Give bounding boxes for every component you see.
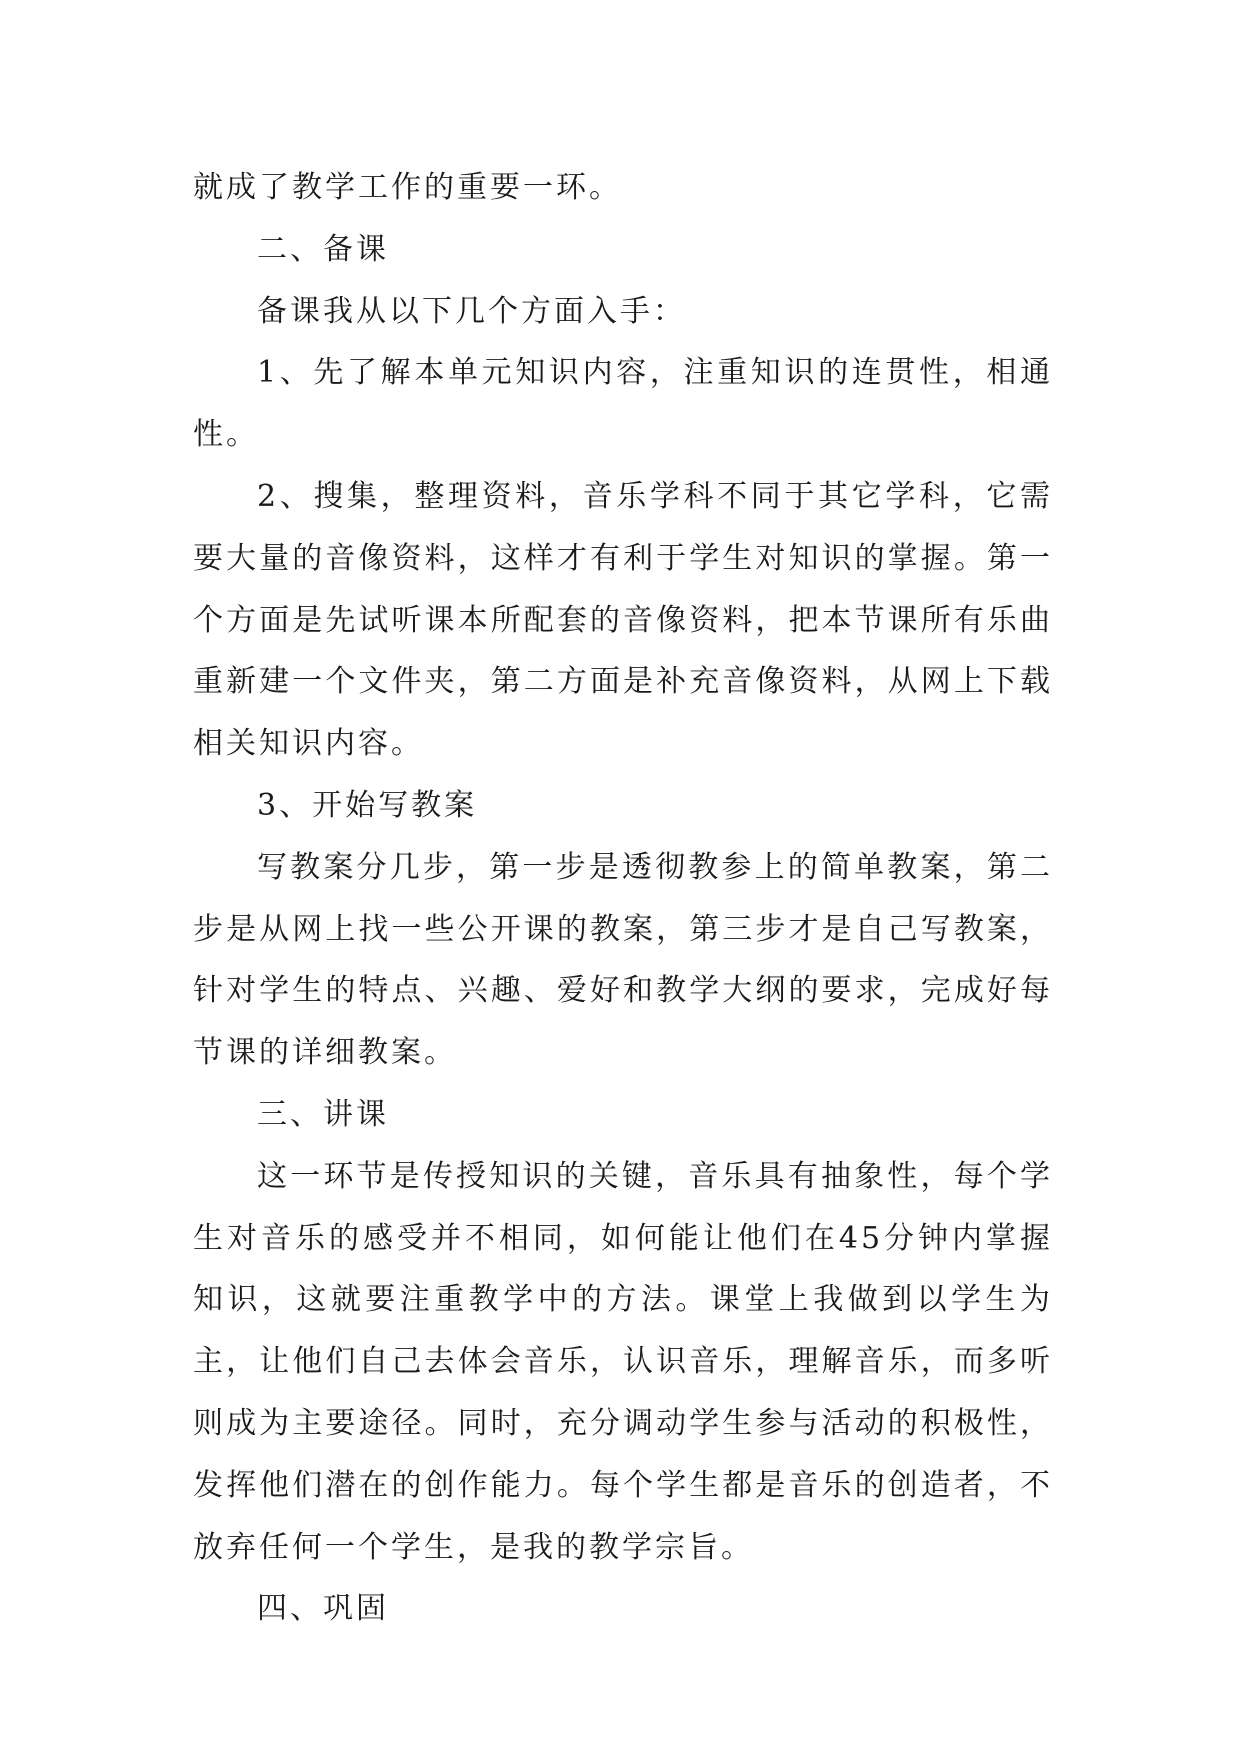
paragraph-continuation: 就成了教学工作的重要一环。 bbox=[193, 170, 622, 205]
list-item-2: 2、搜集，整理资料，音乐学科不同于其它学科，它需要大量的音像资料，这样才有利于学生对知识的掌握。第一个方面是先试听课本所配套的音像资料，把本节课所有乐曲重新建一个文件夹，第二方面是补充音像资料，从网上下载相关知识内容。 bbox=[193, 478, 1053, 762]
list-item-3: 3、开始写教案 bbox=[257, 787, 478, 823]
section-heading-teaching: 三、讲课 bbox=[257, 1096, 389, 1132]
paragraph-preparation-intro: 备课我从以下几个方面入手： bbox=[257, 293, 686, 329]
list-item-1: 1、先了解本单元知识内容，注重知识的连贯性，相通性。 bbox=[193, 355, 1053, 453]
document-body bbox=[193, 157, 1053, 1640]
section-heading-consolidation: 四、巩固 bbox=[257, 1591, 389, 1627]
paragraph-lesson-plan: 写教案分几步，第一步是透彻教参上的简单教案，第二步是从网上找一些公开课的教案，第三步才是自己写教案，针对学生的特点、兴趣、爱好和教学大纲的要求，完成好每节课的详细教案。 bbox=[193, 849, 1053, 1071]
paragraph-teaching: 这一环节是传授知识的关键，音乐具有抽象性，每个学生对音乐的感受并不相同，如何能让他们在45分钟内掌握知识，这就要注重教学中的方法。课堂上我做到以学生为主，让他们自己去体会音乐，认识音乐，理解音乐，而多听则成为主要途径。同时，充分调动学生参与活动的积极性，发挥他们潜在的创作能力。每个学生都是音乐的创造者，不放弃任何一个学生，是我的教学宗旨。 bbox=[193, 1158, 1053, 1565]
section-heading-preparation: 二、备课 bbox=[257, 231, 389, 267]
